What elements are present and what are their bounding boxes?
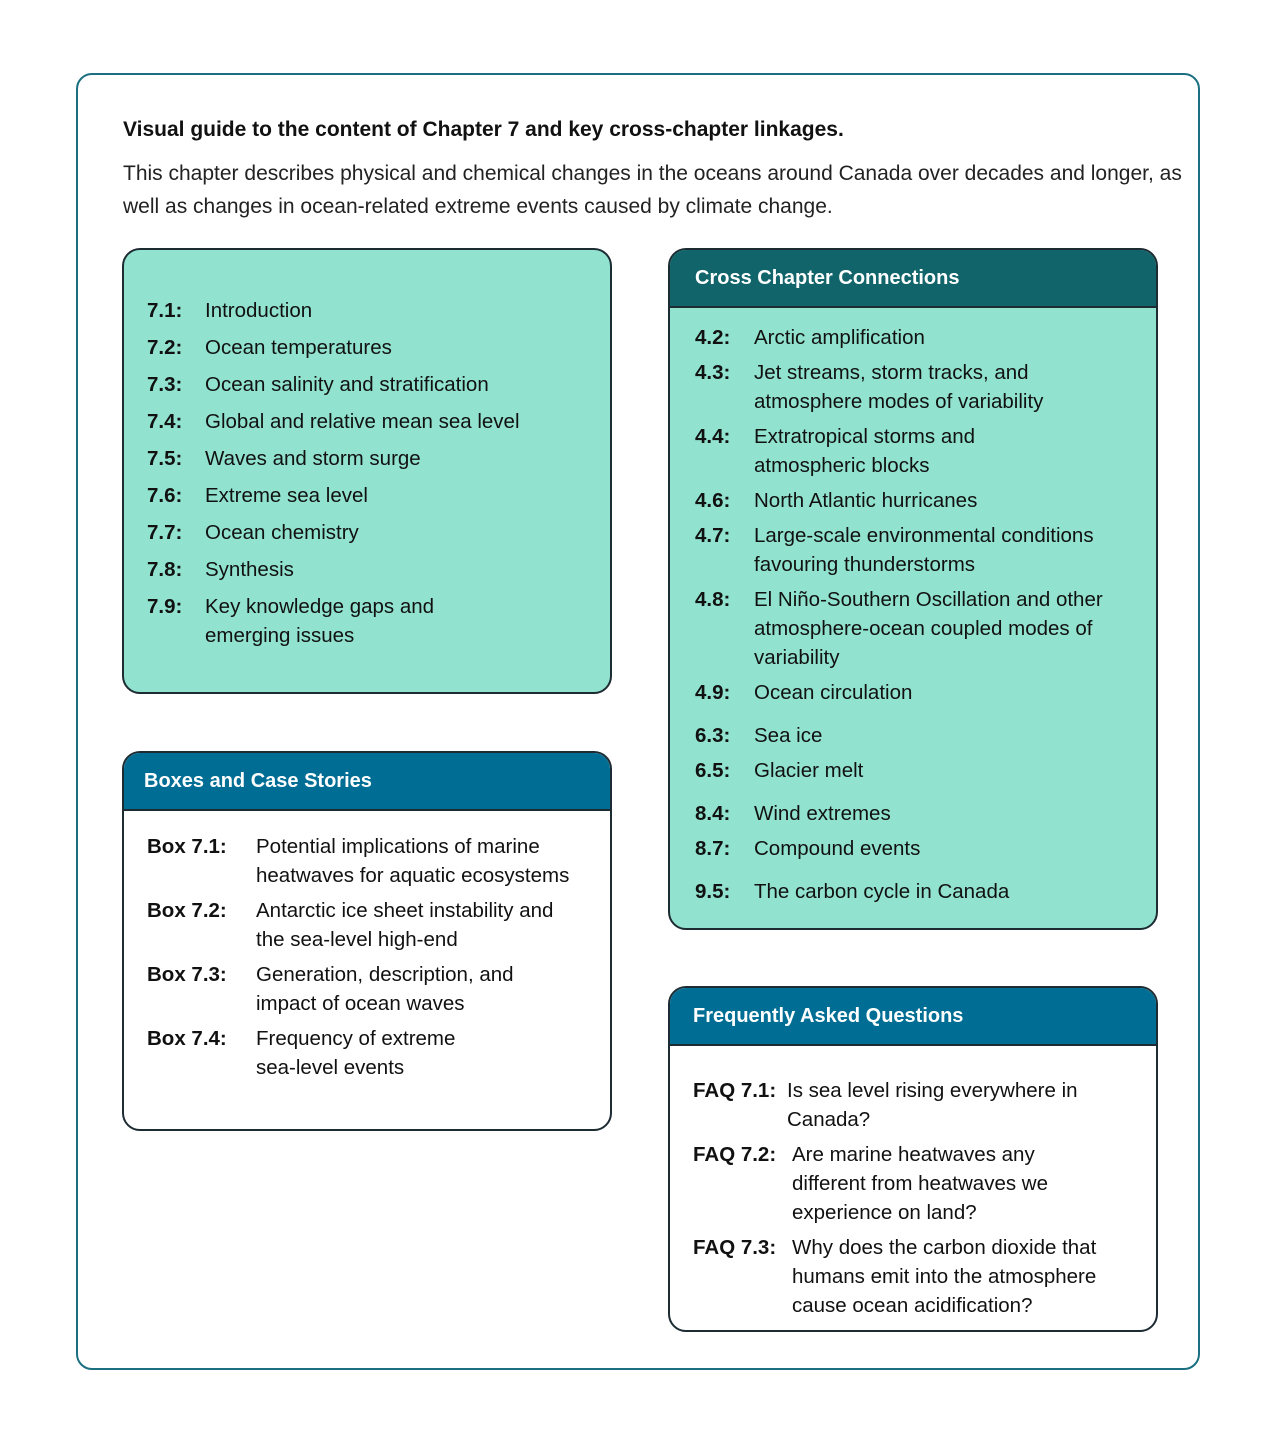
cross-item[interactable] xyxy=(695,486,1142,515)
section-title: Global and relative mean sea level xyxy=(205,410,520,433)
faq-box xyxy=(668,986,1158,1332)
section-item[interactable] xyxy=(147,370,590,399)
cross-number: 9.5: xyxy=(695,880,731,903)
cross-title: Wind extremes xyxy=(754,802,891,825)
section-title: Synthesis xyxy=(205,558,294,581)
cross-item[interactable] xyxy=(695,358,1142,416)
cross-title: Compound events xyxy=(754,837,921,860)
faq-question: Why does the carbon dioxide that humans emit into the atmosphere cause ocean acidification? xyxy=(792,1236,1097,1317)
cross-item[interactable] xyxy=(695,585,1142,672)
faq-number: FAQ 7.2: xyxy=(693,1143,777,1166)
cross-title: North Atlantic hurricanes xyxy=(754,489,978,512)
cross-item[interactable] xyxy=(695,756,1142,785)
section-item[interactable] xyxy=(147,296,590,325)
cross-item[interactable] xyxy=(695,678,1142,707)
section-item[interactable] xyxy=(147,481,590,510)
cross-title: El Niño-Southern Oscillation and other atmosphere-ocean coupled modes of variability xyxy=(754,588,1103,669)
cross-number: 4.4: xyxy=(695,425,731,448)
cross-chapter-header: Cross Chapter Connections xyxy=(670,250,1156,308)
guide-intro: This chapter describes physical and chemical changes in the oceans around Canada over decades and longer, as well as changes in ocean-related extreme events caused by climate change. xyxy=(123,162,1182,218)
section-number: 7.1: xyxy=(147,299,183,322)
section-item[interactable] xyxy=(147,518,590,547)
faq-number: FAQ 7.1: xyxy=(693,1079,777,1102)
cross-item[interactable] xyxy=(695,323,1142,352)
story-title: Antarctic ice sheet instability and the sea-level high-end xyxy=(256,899,554,951)
faq-number: FAQ 7.3: xyxy=(693,1236,777,1259)
cross-number: 4.6: xyxy=(695,489,731,512)
cross-title: Large-scale environmental conditions favouring thunderstorms xyxy=(754,524,1094,576)
cross-title: Glacier melt xyxy=(754,759,864,782)
story-item[interactable] xyxy=(147,960,592,1018)
cross-number: 6.5: xyxy=(695,759,731,782)
faq-question: Are marine heatwaves any different from heatwaves we experience on land? xyxy=(792,1143,1048,1224)
section-title: Extreme sea level xyxy=(205,484,368,507)
story-number: Box 7.4: xyxy=(147,1027,227,1050)
cross-number: 4.3: xyxy=(695,361,731,384)
cross-number: 4.8: xyxy=(695,588,731,611)
faq-item[interactable] xyxy=(693,1233,1142,1320)
section-title: Ocean salinity and stratification xyxy=(205,373,489,396)
cross-number: 4.2: xyxy=(695,326,731,349)
section-number: 7.4: xyxy=(147,410,183,433)
cross-title: Sea ice xyxy=(754,724,823,747)
story-title: Potential implications of marine heatwaves for aquatic ecosystems xyxy=(256,835,570,887)
section-number: 7.2: xyxy=(147,336,183,359)
section-title: Ocean chemistry xyxy=(205,521,359,544)
story-number: Box 7.3: xyxy=(147,963,227,986)
story-item[interactable] xyxy=(147,1024,592,1082)
section-number: 7.8: xyxy=(147,558,183,581)
cross-title: Jet streams, storm tracks, and atmosphere modes of variability xyxy=(754,361,1044,413)
cross-item[interactable] xyxy=(695,834,1142,863)
story-item[interactable] xyxy=(147,896,592,954)
section-title: Key knowledge gaps and emerging issues xyxy=(205,595,435,647)
cross-item[interactable] xyxy=(695,422,1142,480)
cross-title: The carbon cycle in Canada xyxy=(754,880,1010,903)
section-item[interactable] xyxy=(147,555,590,584)
section-item[interactable] xyxy=(147,333,590,362)
cross-title: Ocean circulation xyxy=(754,681,913,704)
cross-title: Extratropical storms and atmospheric blocks xyxy=(754,425,976,477)
section-item[interactable] xyxy=(147,407,590,436)
faq-item[interactable] xyxy=(693,1076,1142,1134)
story-title: Generation, description, and impact of ocean waves xyxy=(256,963,514,1015)
section-number: 7.5: xyxy=(147,447,183,470)
faq-question: Is sea level rising everywhere in Canada? xyxy=(787,1079,1078,1131)
case-stories-header: Boxes and Case Stories xyxy=(124,753,610,811)
cross-number: 8.7: xyxy=(695,837,731,860)
cross-number: 4.7: xyxy=(695,524,731,547)
section-title: Waves and storm surge xyxy=(205,447,421,470)
section-title: Introduction xyxy=(205,299,313,322)
section-number: 7.7: xyxy=(147,521,183,544)
cross-number: 6.3: xyxy=(695,724,731,747)
cross-number: 8.4: xyxy=(695,802,731,825)
section-item[interactable] xyxy=(147,444,590,473)
cross-item[interactable] xyxy=(695,799,1142,828)
story-item[interactable] xyxy=(147,832,592,890)
faq-item[interactable] xyxy=(693,1140,1142,1227)
story-number: Box 7.2: xyxy=(147,899,227,922)
section-number: 7.6: xyxy=(147,484,183,507)
cross-chapter-box xyxy=(668,248,1158,930)
cross-title: Arctic amplification xyxy=(754,326,925,349)
section-number: 7.9: xyxy=(147,595,183,618)
section-title: Ocean temperatures xyxy=(205,336,392,359)
cross-item[interactable] xyxy=(695,521,1142,579)
chapter-sections-box xyxy=(122,248,612,694)
section-number: 7.3: xyxy=(147,373,183,396)
cross-item[interactable] xyxy=(695,721,1142,750)
case-stories-box xyxy=(122,751,612,1131)
faq-header: Frequently Asked Questions xyxy=(670,988,1156,1046)
section-item[interactable] xyxy=(147,592,590,650)
story-number: Box 7.1: xyxy=(147,835,227,858)
cross-number: 4.9: xyxy=(695,681,731,704)
cross-item[interactable] xyxy=(695,877,1142,906)
guide-heading: Visual guide to the content of Chapter 7 and key cross-chapter linkages. xyxy=(123,118,844,141)
story-title: Frequency of extreme sea-level events xyxy=(256,1027,456,1079)
